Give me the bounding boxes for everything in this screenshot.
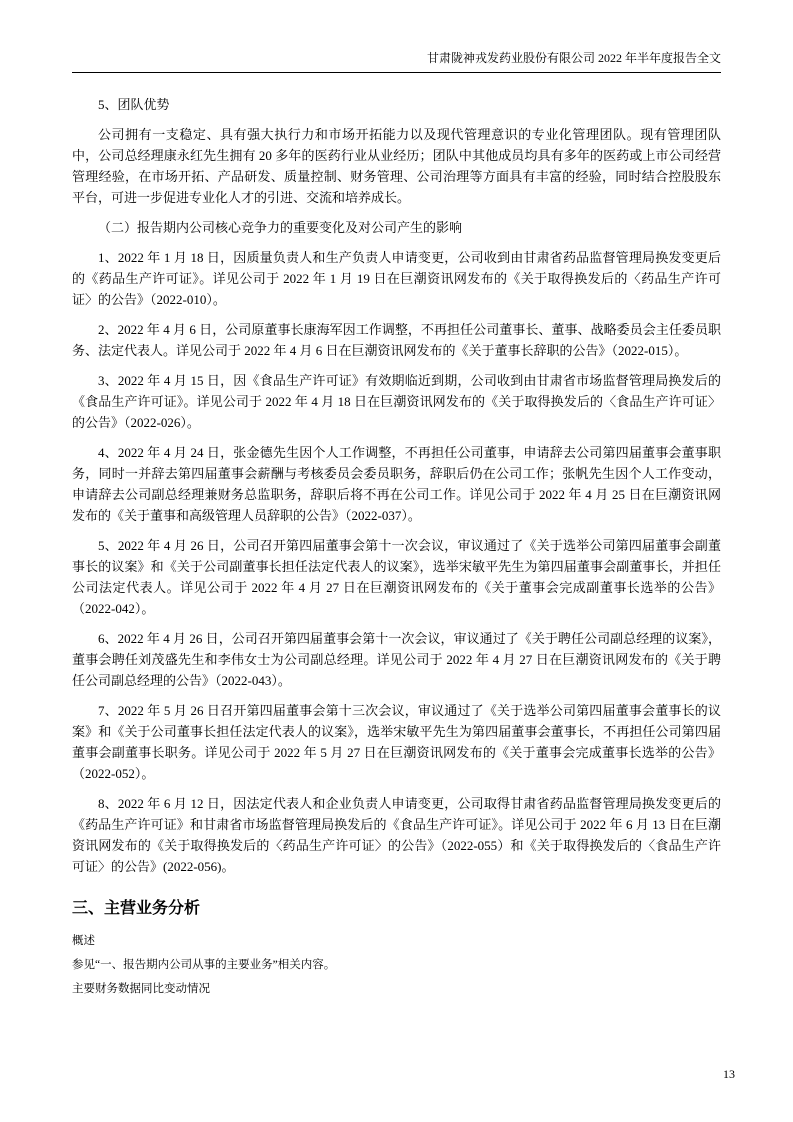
paragraph-event-1: 1、2022 年 1 月 18 日，因质量负责人和生产负责人申请变更，公司收到由甘肃省药品监督管理局换发变更后的《药品生产许可证》。详见公司于 2022 年 1 月 19 日在巨潮资讯网发布的《关于取得换发后的〈药品生产许可证〉的公告》（2022-010）。 bbox=[72, 250, 721, 307]
finance-change-label: 主要财务数据同比变动情况 bbox=[72, 983, 210, 995]
paragraph-event-6: 6、2022 年 4 月 26 日，公司召开第四届董事会第十一次会议，审议通过了《关于聘任公司副总经理的议案》，董事会聘任刘茂盛先生和李伟女士为公司副总经理。详见公司于 2022 年 4 月 27 日在巨潮资讯网发布的《关于聘任公司副总经理的公告》（2022-043）。 bbox=[72, 631, 721, 688]
paragraph-event-7: 7、2022 年 5 月 26 日召开第四届董事会第十三次会议，审议通过了《关于选举公司第四届董事会董事长的议案》和《关于公司董事长担任法定代表人的议案》，选举宋敏平先生为第四届董事会董事长，不再担任公司第四届董事会副董事长职务。详见公司于 2022 年 5 月 27 日在巨潮资讯网发布的《关于董事会完成董事长选举的公告》（2022-052）。 bbox=[72, 703, 721, 781]
overview-reference: 参见“一、报告期内公司从事的主要业务”相关内容。 bbox=[72, 959, 336, 971]
document-body bbox=[72, 94, 721, 1006]
page-number: 13 bbox=[723, 1067, 735, 1081]
paragraph-event-3: 3、2022 年 4 月 15 日，因《食品生产许可证》有效期临近到期，公司收到由甘肃省市场监督管理局换发后的《食品生产许可证》。详见公司于 2022 年 4 月 18 日在巨潮资讯网发布的《关于取得换发后的〈食品生产许可证〉的公告》（2022-026）。 bbox=[72, 373, 721, 430]
section2-heading: （二）报告期内公司核心竞争力的重要变化及对公司产生的影响 bbox=[98, 220, 463, 235]
paragraph-event-2: 2、2022 年 4 月 6 日，公司原董事长康海军因工作调整，不再担任公司董事长、董事、战略委员会主任委员职务、法定代表人。详见公司于 2022 年 4 月 6 日在巨潮资讯网发布的《关于董事长辞职的公告》（2022-015）。 bbox=[72, 322, 721, 358]
paragraph-event-5: 5、2022 年 4 月 26 日，公司召开第四届董事会第十一次会议，审议通过了《关于选举公司第四届董事会副董事长的议案》和《关于公司副董事长担任法定代表人的议案》，选举宋敏平先生为第四届董事会副董事长，并担任公司法定代表人。详见公司于 2022 年 4 月 27 日在巨潮资讯网发布的《关于董事会完成副董事长选举的公告》（2022-042）。 bbox=[72, 538, 721, 616]
paragraph-event-4: 4、2022 年 4 月 24 日，张金德先生因个人工作调整，不再担任公司董事，申请辞去公司第四届董事会董事职务，同时一并辞去第四届董事会薪酬与考核委员会委员职务，辞职后仍在公司工作；张帆先生因个人工作变动，申请辞去公司副总经理兼财务总监职务，辞职后将不再在公司工作。详见公司于 2022 年 4 月 25 日在巨潮资讯网发布的《关于董事和高级管理人员辞职的公告》（2022-037）。 bbox=[72, 445, 721, 523]
page-header bbox=[72, 50, 721, 73]
paragraph-event-8: 8、2022 年 6 月 12 日，因法定代表人和企业负责人申请变更，公司取得甘肃省药品监督管理局换发变更后的《药品生产许可证》和甘肃省市场监督管理局换发后的《食品生产许可证》。详见公司于 2022 年 6 月 13 日在巨潮资讯网发布的《关于取得换发后的〈药品生产许可证〉的公告》（2022-055）和《关于取得换发后的〈食品生产许可证〉的公告》(2022-056)。 bbox=[72, 796, 721, 874]
section3-heading: 三、主营业务分析 bbox=[72, 900, 201, 917]
overview-label: 概述 bbox=[72, 935, 95, 947]
page-footer bbox=[723, 1067, 735, 1082]
item-heading-team-advantage: 5、团队优势 bbox=[98, 97, 170, 112]
paragraph-team-description: 公司拥有一支稳定、具有强大执行力和市场开拓能力以及现代管理意识的专业化管理团队。现有管理团队中，公司总经理康永红先生拥有 20 多年的医药行业从业经历；团队中其他成员均具有多年的医药或上市公司经营管理经验，在市场开拓、产品研发、质量控制、财务管理、公司治理等方面具有丰富的经验，同时结合控股股东平台，可进一步促进专业化人才的引进、交流和培养成长。 bbox=[72, 127, 721, 205]
header-title: 甘肃陇神戎发药业股份有限公司 2022 年半年度报告全文 bbox=[426, 51, 721, 65]
